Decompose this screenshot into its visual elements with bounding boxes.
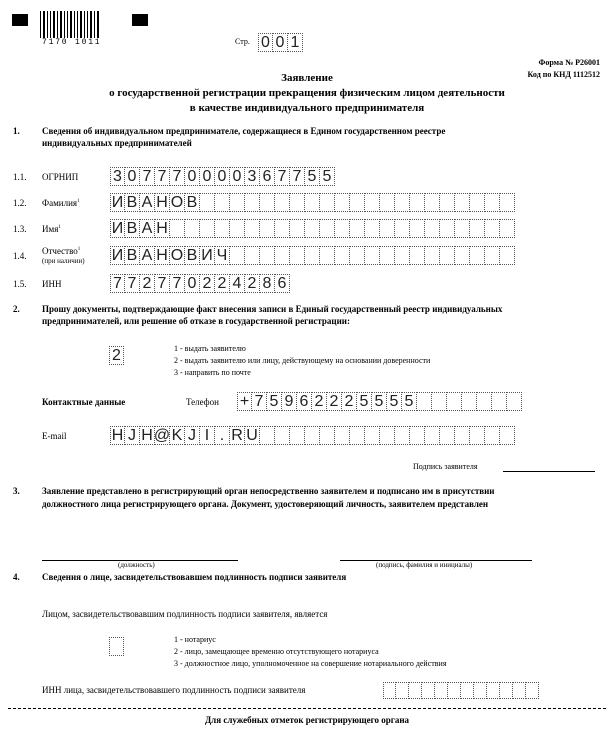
char-cell[interactable]: I bbox=[200, 426, 215, 445]
char-cell[interactable]: R bbox=[230, 426, 245, 445]
char-cell[interactable]: В bbox=[185, 193, 200, 212]
corner-marker-right bbox=[132, 14, 148, 26]
char-cell[interactable] bbox=[305, 426, 320, 445]
field-number: 1.2. bbox=[13, 198, 27, 208]
char-cell[interactable] bbox=[500, 219, 515, 238]
char-cell[interactable] bbox=[200, 219, 215, 238]
delivery-option-3: 3 - направить по почте bbox=[174, 368, 251, 377]
char-cell[interactable] bbox=[425, 219, 440, 238]
char-cell[interactable]: 5 bbox=[320, 167, 335, 186]
char-cell[interactable] bbox=[260, 193, 275, 212]
char-cell[interactable] bbox=[485, 219, 500, 238]
char-cell[interactable]: В bbox=[185, 246, 200, 265]
char-cell[interactable] bbox=[440, 193, 455, 212]
delivery-option-2: 2 - выдать заявителю или лицу, действующему на основании доверенности bbox=[174, 356, 431, 365]
char-cell[interactable]: @ bbox=[153, 426, 171, 444]
section3-text: Заявление представлено в регистрирующий орган непосредственно заявителем и подписано им в присутствии bbox=[42, 486, 495, 496]
char-cell[interactable] bbox=[320, 426, 335, 445]
field-label: ИНН bbox=[42, 279, 62, 289]
char-cell[interactable] bbox=[305, 246, 320, 265]
char-cell[interactable] bbox=[200, 193, 215, 212]
char-cell[interactable] bbox=[448, 682, 461, 699]
char-cell[interactable] bbox=[440, 426, 455, 445]
phone-field[interactable] bbox=[237, 392, 522, 411]
char-cell[interactable]: 0 bbox=[215, 167, 230, 186]
char-cell[interactable] bbox=[290, 426, 305, 445]
char-cell[interactable] bbox=[335, 246, 350, 265]
certifier-inn-field[interactable] bbox=[383, 682, 539, 699]
char-cell[interactable]: 8 bbox=[260, 274, 275, 293]
char-cell[interactable] bbox=[335, 219, 350, 238]
char-cell[interactable] bbox=[215, 219, 230, 238]
char-cell[interactable] bbox=[275, 426, 290, 445]
char-cell[interactable] bbox=[380, 219, 395, 238]
char-cell[interactable]: Н bbox=[155, 219, 170, 238]
char-cell[interactable] bbox=[320, 219, 335, 238]
char-cell[interactable] bbox=[185, 219, 200, 238]
char-cell[interactable]: А bbox=[140, 219, 155, 238]
char-cell[interactable] bbox=[447, 392, 462, 411]
certifier-inn-label: ИНН лица, засвидетельствовавшего подлинность подписи заявителя bbox=[42, 685, 306, 695]
char-cell[interactable] bbox=[245, 193, 260, 212]
char-cell[interactable] bbox=[290, 219, 305, 238]
barcode-digits: 7170 1011 bbox=[42, 38, 102, 47]
char-cell[interactable] bbox=[395, 219, 410, 238]
certifier-choice-field[interactable] bbox=[109, 637, 124, 656]
char-cell[interactable] bbox=[417, 392, 432, 411]
char-cell[interactable]: В bbox=[125, 246, 140, 265]
title: Заявление bbox=[281, 72, 333, 84]
char-cell[interactable]: 2 bbox=[312, 392, 327, 411]
char-cell[interactable] bbox=[290, 193, 305, 212]
char-cell[interactable] bbox=[425, 246, 440, 265]
section4-number: 4. bbox=[13, 572, 20, 582]
char-cell[interactable] bbox=[260, 426, 275, 445]
field-label: ОГРНИП bbox=[42, 172, 79, 182]
char-cell[interactable] bbox=[455, 219, 470, 238]
char-cell[interactable] bbox=[365, 193, 380, 212]
char-cell[interactable] bbox=[395, 426, 410, 445]
char-cell[interactable] bbox=[425, 426, 440, 445]
char-cell[interactable]: 3 bbox=[245, 167, 260, 186]
char-cell[interactable] bbox=[526, 682, 539, 699]
char-cell[interactable]: А bbox=[140, 193, 155, 212]
title-line2: о государственной регистрации прекращения физическим лицом деятельности bbox=[109, 87, 505, 99]
char-cell[interactable] bbox=[335, 426, 350, 445]
char-cell[interactable]: 7 bbox=[170, 167, 185, 186]
char-cell[interactable] bbox=[290, 246, 305, 265]
field-sublabel: (при наличии) bbox=[42, 257, 85, 265]
char-cell[interactable] bbox=[410, 246, 425, 265]
certifier-option-1: 1 - нотариус bbox=[174, 635, 216, 644]
char-cell[interactable] bbox=[474, 682, 487, 699]
char-cell[interactable]: 6 bbox=[297, 392, 312, 411]
char-cell[interactable] bbox=[462, 392, 477, 411]
char-cell[interactable] bbox=[350, 246, 365, 265]
char-cell[interactable]: 5 bbox=[387, 392, 402, 411]
char-cell[interactable] bbox=[380, 193, 395, 212]
char-cell[interactable] bbox=[350, 193, 365, 212]
char-cell[interactable] bbox=[305, 219, 320, 238]
char-cell[interactable]: О bbox=[170, 193, 184, 211]
char-cell[interactable] bbox=[396, 682, 409, 699]
section1-number: 1. bbox=[13, 126, 20, 136]
field-input-5[interactable] bbox=[110, 274, 290, 293]
char-cell[interactable]: 2 bbox=[140, 274, 155, 293]
char-cell[interactable] bbox=[215, 193, 230, 212]
char-cell[interactable]: H bbox=[111, 426, 124, 444]
section4-intro: Лицом, засвидетельствовавшим подлинность подписи заявителя, является bbox=[42, 609, 328, 619]
char-cell[interactable] bbox=[305, 193, 320, 212]
char-cell[interactable] bbox=[275, 219, 290, 238]
char-cell[interactable]: 3 bbox=[110, 167, 125, 186]
phone-label: Телефон bbox=[186, 397, 219, 407]
char-cell[interactable]: U bbox=[245, 426, 260, 445]
section3-text-line2: должностного лица регистрирующего органа. Документ, удостоверяющий личность, заявителем представлен bbox=[42, 499, 489, 509]
char-cell[interactable]: 0 bbox=[258, 33, 273, 52]
email-label: E-mail bbox=[42, 431, 67, 441]
char-cell[interactable] bbox=[470, 246, 485, 265]
char-cell[interactable]: H bbox=[140, 426, 155, 445]
char-cell[interactable]: 2 bbox=[327, 392, 342, 411]
char-cell[interactable]: И bbox=[111, 219, 124, 237]
section1-heading-line2: индивидуальных предпринимателей bbox=[42, 138, 192, 148]
char-cell[interactable] bbox=[409, 682, 422, 699]
char-cell[interactable]: 7 bbox=[155, 167, 170, 186]
field-input-1[interactable] bbox=[110, 167, 335, 186]
char-cell[interactable]: 5 bbox=[372, 392, 387, 411]
form-number: Форма № Р26001 bbox=[538, 58, 600, 67]
field-input-2[interactable] bbox=[110, 193, 515, 212]
char-cell[interactable]: И bbox=[111, 246, 124, 264]
char-cell[interactable] bbox=[507, 392, 522, 411]
char-cell[interactable]: 0 bbox=[230, 167, 245, 186]
char-cell[interactable]: J bbox=[125, 426, 140, 445]
char-cell[interactable]: 7 bbox=[252, 392, 267, 411]
char-cell[interactable] bbox=[260, 246, 275, 265]
char-cell[interactable] bbox=[245, 246, 260, 265]
char-cell[interactable] bbox=[440, 219, 455, 238]
char-cell[interactable]: 7 bbox=[290, 167, 305, 186]
char-cell[interactable] bbox=[230, 193, 245, 212]
char-cell[interactable] bbox=[230, 219, 245, 238]
char-cell[interactable] bbox=[260, 219, 275, 238]
char-cell[interactable] bbox=[470, 219, 485, 238]
char-cell[interactable] bbox=[485, 193, 500, 212]
char-cell[interactable]: 7 bbox=[275, 167, 290, 186]
char-cell[interactable] bbox=[500, 246, 515, 265]
char-cell[interactable]: 2 bbox=[200, 274, 215, 293]
char-cell[interactable]: 7 bbox=[155, 274, 170, 293]
email-field[interactable] bbox=[110, 426, 515, 445]
char-cell[interactable]: 5 bbox=[305, 167, 320, 186]
char-cell[interactable] bbox=[513, 682, 526, 699]
section1-heading: Сведения об индивидуальном предпринимателе, содержащиеся в Едином государственном реестре bbox=[42, 126, 446, 136]
char-cell[interactable] bbox=[470, 193, 485, 212]
page-number-field[interactable] bbox=[258, 33, 303, 52]
char-cell[interactable] bbox=[109, 637, 124, 656]
char-cell[interactable] bbox=[485, 426, 500, 445]
char-cell[interactable] bbox=[410, 193, 425, 212]
cut-line bbox=[8, 708, 606, 709]
char-cell[interactable] bbox=[350, 219, 365, 238]
char-cell[interactable]: 0 bbox=[185, 274, 200, 293]
char-cell[interactable] bbox=[485, 246, 500, 265]
char-cell[interactable] bbox=[395, 246, 410, 265]
char-cell[interactable]: Ч bbox=[215, 246, 230, 265]
field-number: 1.1. bbox=[13, 172, 27, 182]
char-cell[interactable]: 6 bbox=[260, 167, 275, 186]
char-cell[interactable]: K bbox=[170, 426, 185, 445]
char-cell[interactable] bbox=[170, 219, 185, 238]
signature-label: Подпись заявителя bbox=[413, 462, 478, 471]
char-cell[interactable] bbox=[245, 219, 260, 238]
char-cell[interactable]: О bbox=[170, 246, 184, 264]
char-cell[interactable] bbox=[455, 426, 470, 445]
field-label: Фамилия$^1$ bbox=[42, 198, 80, 208]
char-cell[interactable]: 5 bbox=[357, 392, 372, 411]
char-cell[interactable] bbox=[455, 193, 470, 212]
knd-code: Код по КНД 1112512 bbox=[527, 70, 600, 79]
char-cell[interactable]: 1 bbox=[288, 33, 303, 52]
char-cell[interactable] bbox=[275, 193, 290, 212]
char-cell[interactable]: 2 bbox=[342, 392, 357, 411]
char-cell[interactable] bbox=[500, 426, 515, 445]
title-line3: в качестве индивидуального предпринимателя bbox=[189, 102, 425, 114]
char-cell[interactable] bbox=[395, 193, 410, 212]
section2-heading-line2: предпринимателей, или решение об отказе в государственной регистрации: bbox=[42, 316, 350, 326]
section3-number: 3. bbox=[13, 486, 20, 496]
char-cell[interactable]: 2 bbox=[109, 346, 124, 365]
field-label: Имя$^1$ bbox=[42, 224, 61, 234]
char-cell[interactable]: + bbox=[237, 392, 252, 411]
delivery-choice-field[interactable] bbox=[109, 346, 124, 365]
char-cell[interactable]: 0 bbox=[125, 167, 140, 186]
char-cell[interactable]: 2 bbox=[245, 274, 260, 293]
char-cell[interactable]: 7 bbox=[170, 274, 185, 293]
position-caption: (должность) bbox=[118, 561, 155, 569]
char-cell[interactable] bbox=[410, 426, 425, 445]
char-cell[interactable]: А bbox=[140, 246, 155, 265]
field-input-4[interactable] bbox=[110, 246, 515, 265]
char-cell[interactable] bbox=[365, 246, 380, 265]
page-label: Стр. bbox=[235, 37, 250, 46]
char-cell[interactable] bbox=[383, 682, 396, 699]
char-cell[interactable]: 7 bbox=[110, 274, 125, 293]
char-cell[interactable] bbox=[335, 193, 350, 212]
official-marks-label: Для служебных отметок регистрирующего органа bbox=[204, 715, 410, 725]
corner-marker-left bbox=[12, 14, 28, 26]
char-cell[interactable]: 2 bbox=[215, 274, 230, 293]
char-cell[interactable] bbox=[435, 682, 448, 699]
char-cell[interactable]: 0 bbox=[185, 167, 200, 186]
char-cell[interactable]: 6 bbox=[275, 274, 290, 293]
section2-heading: Прошу документы, подтверждающие факт внесения записи в Единый государственный реестр индивидуальных bbox=[42, 304, 503, 314]
official-signature-caption: (подпись, фамилия и инициалы) bbox=[376, 561, 473, 569]
char-cell[interactable] bbox=[500, 193, 515, 212]
barcode bbox=[40, 11, 100, 38]
char-cell[interactable]: И bbox=[200, 246, 215, 265]
char-cell[interactable] bbox=[492, 392, 507, 411]
char-cell[interactable] bbox=[422, 682, 435, 699]
char-cell[interactable] bbox=[275, 246, 290, 265]
field-number: 1.4. bbox=[13, 251, 27, 261]
char-cell[interactable] bbox=[425, 193, 440, 212]
char-cell[interactable]: В bbox=[125, 193, 140, 212]
certifier-option-2: 2 - лицо, замещающее временно отсутствующего нотариуса bbox=[174, 647, 379, 656]
signature-line[interactable] bbox=[503, 471, 595, 472]
char-cell[interactable] bbox=[470, 426, 485, 445]
certifier-option-3: 3 - должностное лицо, уполномоченное на совершение нотариального действия bbox=[174, 659, 447, 668]
char-cell[interactable] bbox=[380, 426, 395, 445]
section2-number: 2. bbox=[13, 304, 20, 314]
char-cell[interactable] bbox=[320, 193, 335, 212]
char-cell[interactable] bbox=[320, 246, 335, 265]
field-number: 1.3. bbox=[13, 224, 27, 234]
char-cell[interactable]: 9 bbox=[282, 392, 297, 411]
char-cell[interactable] bbox=[461, 682, 474, 699]
char-cell[interactable]: 7 bbox=[125, 274, 140, 293]
field-input-3[interactable] bbox=[110, 219, 515, 238]
char-cell[interactable] bbox=[230, 246, 245, 265]
char-cell[interactable]: 5 bbox=[402, 392, 417, 411]
char-cell[interactable] bbox=[350, 426, 365, 445]
char-cell[interactable]: 0 bbox=[200, 167, 215, 186]
char-cell[interactable] bbox=[365, 426, 380, 445]
char-cell[interactable] bbox=[455, 246, 470, 265]
char-cell[interactable]: . bbox=[215, 426, 230, 445]
char-cell[interactable]: 5 bbox=[267, 392, 282, 411]
char-cell[interactable] bbox=[410, 219, 425, 238]
char-cell[interactable]: В bbox=[125, 219, 140, 238]
contacts-label: Контактные данные bbox=[42, 397, 126, 407]
char-cell[interactable] bbox=[440, 246, 455, 265]
char-cell[interactable]: J bbox=[185, 426, 200, 445]
char-cell[interactable]: Н bbox=[155, 246, 170, 265]
char-cell[interactable] bbox=[380, 246, 395, 265]
char-cell[interactable] bbox=[487, 682, 500, 699]
char-cell[interactable]: Н bbox=[155, 193, 170, 212]
section4-heading: Сведения о лице, засвидетельствовавшем подлинность подписи заявителя bbox=[42, 572, 347, 582]
field-label: Отчество$^1$ bbox=[42, 246, 81, 256]
delivery-option-1: 1 - выдать заявителю bbox=[174, 344, 246, 353]
char-cell[interactable]: 4 bbox=[230, 274, 245, 293]
char-cell[interactable]: И bbox=[111, 193, 124, 211]
char-cell[interactable]: 0 bbox=[273, 33, 288, 52]
char-cell[interactable] bbox=[477, 392, 492, 411]
char-cell[interactable] bbox=[500, 682, 513, 699]
char-cell[interactable]: 7 bbox=[140, 167, 155, 186]
char-cell[interactable] bbox=[432, 392, 447, 411]
field-number: 1.5. bbox=[13, 279, 27, 289]
char-cell[interactable] bbox=[365, 219, 380, 238]
